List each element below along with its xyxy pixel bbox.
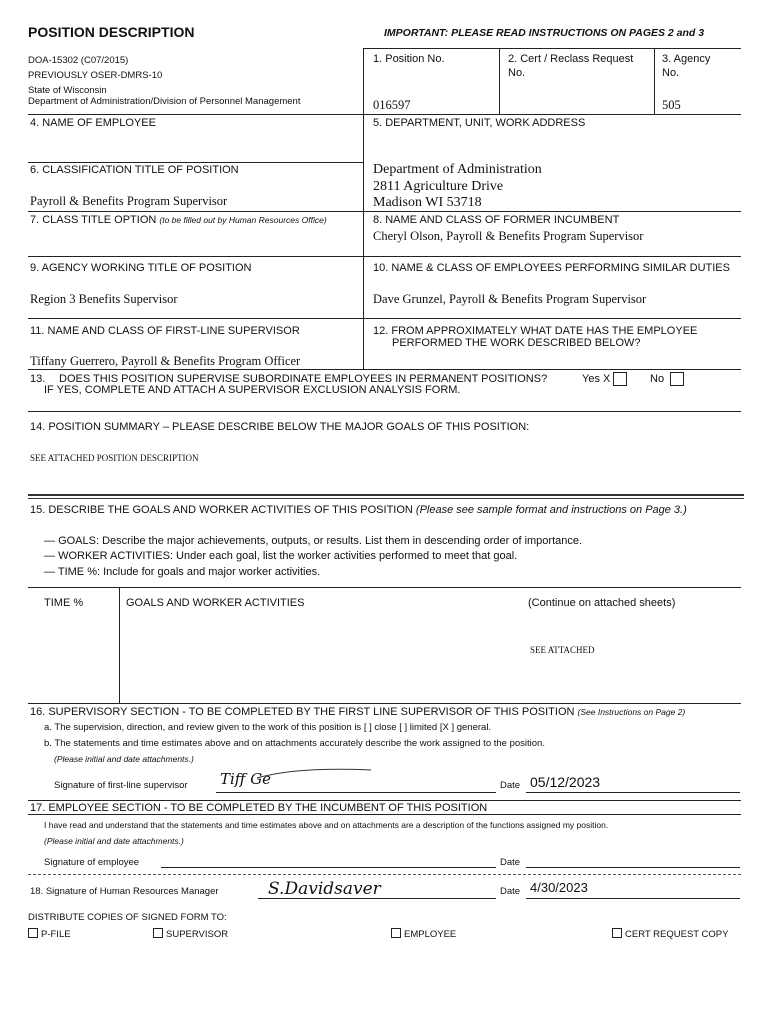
supervisor-signature-label: Signature of first-line supervisor: [54, 780, 188, 791]
divider: [28, 369, 741, 370]
divider: [28, 874, 741, 875]
employee-name-label: 4. NAME OF EMPLOYEE: [30, 117, 156, 129]
address-line-1[interactable]: Department of Administration: [373, 162, 542, 177]
goals-activities-header: GOALS AND WORKER ACTIVITIES: [126, 597, 305, 609]
position-summary-value[interactable]: SEE ATTACHED POSITION DESCRIPTION: [30, 453, 199, 463]
employee-date-line[interactable]: [526, 867, 740, 868]
employee-signature-line[interactable]: [161, 867, 496, 868]
q13-yes-checkbox[interactable]: [613, 372, 627, 386]
agency-no-value[interactable]: 505: [662, 98, 681, 112]
position-summary-label: 14. POSITION SUMMARY – PLEASE DESCRIBE BELOW THE MAJOR GOALS OF THIS POSITION:: [30, 421, 530, 433]
similar-employees-label: 10. NAME & CLASS OF EMPLOYEES PERFORMING SIMILAR DUTIES: [373, 262, 730, 274]
divider: [28, 162, 364, 163]
working-title-value[interactable]: Region 3 Benefits Supervisor: [30, 292, 178, 306]
distribute-supervisor[interactable]: SUPERVISOR: [153, 928, 228, 940]
divider: [363, 48, 741, 49]
q13-instruction: IF YES, COMPLETE AND ATTACH A SUPERVISOR EXCLUSION ANALYSIS FORM.: [44, 384, 461, 396]
employee-signature-label: Signature of employee: [44, 857, 140, 868]
important-note: IMPORTANT: PLEASE READ INSTRUCTIONS ON PAGES 2 and 3: [384, 27, 705, 39]
distribute-pfile[interactable]: P-FILE: [28, 928, 71, 940]
q13-number: 13.: [30, 373, 46, 385]
distribute-cert-request[interactable]: CERT REQUEST COPY: [612, 928, 728, 940]
hr-date-line: [526, 898, 740, 899]
hr-date-value[interactable]: 4/30/2023: [530, 880, 588, 895]
divider: [28, 256, 741, 257]
goals-bullet-1: — GOALS: Describe the major achievements, outputs, or results. List them in descending order of importance.: [44, 535, 583, 547]
state-name: State of Wisconsin: [28, 85, 107, 96]
time-percent-header: TIME %: [44, 597, 84, 609]
employee-statement: I have read and understand that the statements and time estimates above and on attachments are a description of the functions assigned my position.: [44, 820, 609, 830]
goals-section-label: 15. DESCRIBE THE GOALS AND WORKER ACTIVITIES OF THIS POSITION (Please see sample format and instructions on Page 3.): [30, 504, 687, 516]
supervisor-date-value[interactable]: 05/12/2023: [530, 774, 601, 790]
former-incumbent-value[interactable]: Cheryl Olson, Payroll & Benefits Program Supervisor: [373, 229, 644, 243]
hr-signature-label: 18. Signature of Human Resources Manager: [30, 886, 219, 897]
work-address-label: 5. DEPARTMENT, UNIT, WORK ADDRESS: [373, 117, 586, 129]
position-no-label: 1. Position No.: [373, 53, 445, 65]
divider: [363, 162, 364, 211]
divider: [28, 318, 741, 319]
q13-yes-label: Yes X: [582, 372, 611, 385]
accuracy-statement: b. The statements and time estimates above and on attachments accurately describe the work assigned to the position.: [44, 738, 545, 749]
supervisor-label: 11. NAME AND CLASS OF FIRST-LINE SUPERVISOR: [30, 325, 300, 337]
similar-employees-value[interactable]: Dave Grunzel, Payroll & Benefits Program Supervisor: [373, 292, 647, 306]
supervisor-checkbox[interactable]: [153, 928, 163, 938]
work-start-label-1: 12. FROM APPROXIMATELY WHAT DATE HAS THE EMPLOYEE: [373, 325, 698, 337]
employee-checkbox[interactable]: [391, 928, 401, 938]
form-title: POSITION DESCRIPTION: [28, 24, 195, 40]
divider: [363, 48, 364, 162]
divider: [363, 256, 364, 318]
department-name: Department of Administration/Division of Personnel Management: [28, 96, 301, 107]
form-number: DOA-15302 (C07/2015): [28, 55, 129, 66]
supervision-level-statement[interactable]: a. The supervision, direction, and review given to the work of this position is [ ] close [ ] limited [X ] general.: [44, 722, 492, 733]
divider: [28, 587, 741, 588]
divider: [119, 587, 120, 703]
hr-date-label: Date: [500, 886, 521, 897]
hr-signature[interactable]: S.Davidsaver: [268, 879, 381, 899]
position-no-value[interactable]: 016597: [373, 98, 411, 112]
previous-form-number: PREVIOUSLY OSER-DMRS-10: [28, 70, 163, 81]
supervisor-signature[interactable]: Tiff Ge: [220, 770, 272, 788]
divider: [28, 211, 741, 212]
divider: [28, 114, 741, 115]
employee-date-label: Date: [500, 857, 521, 868]
agency-no-label-2: No.: [662, 67, 680, 79]
employee-initial-note: (Please initial and date attachments.): [44, 836, 184, 846]
divider: [28, 800, 741, 801]
working-title-label: 9. AGENCY WORKING TITLE OF POSITION: [30, 262, 252, 274]
supervisory-section-label: 16. SUPERVISORY SECTION - TO BE COMPLETED BY THE FIRST LINE SUPERVISOR OF THIS POSITION (See Instructions on Page 2): [30, 706, 686, 718]
address-line-3[interactable]: Madison WI 53718: [373, 195, 482, 210]
q13-yes-option[interactable]: [582, 372, 627, 386]
goals-bullet-3: — TIME %: Include for goals and major worker activities.: [44, 566, 321, 578]
distribute-label: DISTRIBUTE COPIES OF SIGNED FORM TO:: [28, 912, 227, 923]
divider: [28, 703, 741, 704]
goals-see-attached[interactable]: SEE ATTACHED: [530, 645, 595, 655]
divider: [28, 814, 741, 815]
divider: [499, 48, 500, 114]
supervisor-date-line: [526, 792, 740, 793]
employee-section-label: 17. EMPLOYEE SECTION - TO BE COMPLETED BY THE INCUMBENT OF THIS POSITION: [30, 802, 488, 814]
work-start-label-2: PERFORMED THE WORK DESCRIBED BELOW?: [392, 337, 641, 349]
agency-no-label: 3. Agency: [662, 53, 711, 65]
former-incumbent-label: 8. NAME AND CLASS OF FORMER INCUMBENT: [373, 214, 620, 226]
goals-bullet-2: — WORKER ACTIVITIES: Under each goal, list the worker activities performed to meet that goal.: [44, 550, 518, 562]
supervisor-value[interactable]: Tiffany Guerrero, Payroll & Benefits Program Officer: [30, 354, 301, 368]
class-title-option-label: 7. CLASS TITLE OPTION (to be filled out by Human Resources Office): [30, 214, 327, 226]
q13-no-option[interactable]: [650, 372, 684, 386]
classification-title-value[interactable]: Payroll & Benefits Program Supervisor: [30, 194, 228, 208]
divider: [363, 318, 364, 369]
q13-no-checkbox[interactable]: [670, 372, 684, 386]
cert-reclass-label: 2. Cert / Reclass Request: [508, 53, 634, 65]
q13-no-label: No: [650, 372, 665, 385]
divider: [654, 48, 655, 114]
section-divider: [28, 498, 744, 499]
signature-flourish-icon: [255, 766, 375, 782]
distribute-employee[interactable]: EMPLOYEE: [391, 928, 456, 940]
section-divider: [28, 494, 744, 496]
divider: [28, 411, 741, 412]
initial-attachments-note: (Please initial and date attachments.): [54, 754, 194, 764]
supervisor-signature-line: [216, 792, 496, 793]
supervisor-date-label: Date: [500, 780, 521, 791]
cert-request-checkbox[interactable]: [612, 928, 622, 938]
continue-note: (Continue on attached sheets): [528, 597, 676, 609]
cert-reclass-label-2: No.: [508, 67, 526, 79]
classification-title-label: 6. CLASSIFICATION TITLE OF POSITION: [30, 164, 239, 176]
q13-question: DOES THIS POSITION SUPERVISE SUBORDINATE EMPLOYEES IN PERMANENT POSITIONS?: [59, 373, 548, 385]
address-line-2[interactable]: 2811 Agriculture Drive: [373, 179, 504, 194]
divider: [363, 211, 364, 256]
pfile-checkbox[interactable]: [28, 928, 38, 938]
